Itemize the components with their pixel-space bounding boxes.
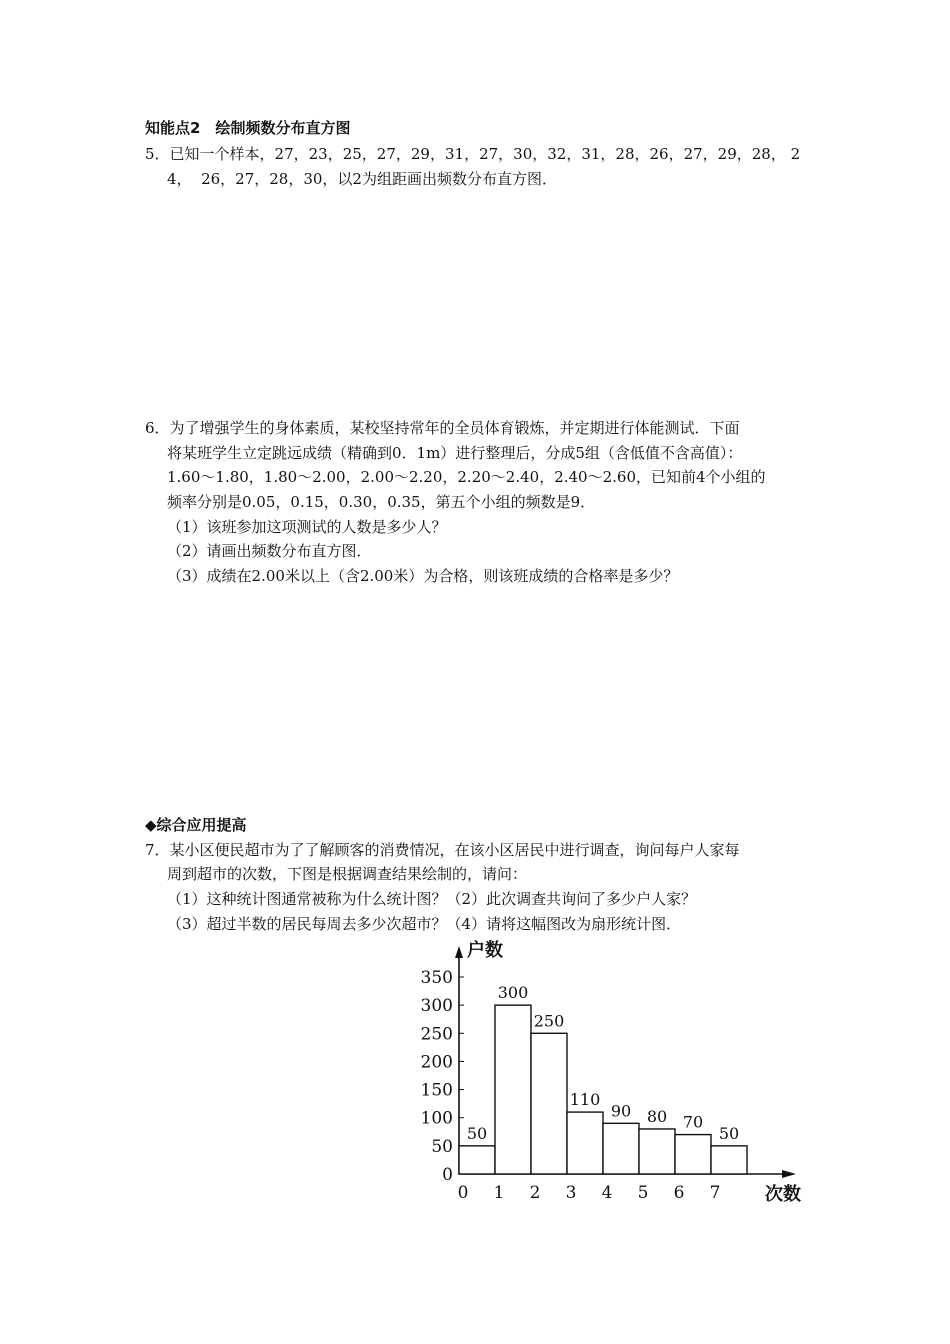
q7-sub12: （1）这种统计图通常被称为什么统计图？（2）此次调查共询问了多少户人家？ bbox=[167, 890, 697, 908]
q6-line1: 6．为了增强学生的身体素质，某校坚持常年的全员体育锻炼，并定期进行体能测试．下面 bbox=[145, 419, 740, 437]
y-tick-label: 150 bbox=[420, 1080, 453, 1101]
x-tick-label: 0 bbox=[457, 1183, 469, 1203]
data-label: 90 bbox=[610, 1101, 632, 1121]
data-label: 50 bbox=[718, 1123, 740, 1143]
x-tick-label: 3 bbox=[565, 1183, 577, 1203]
q6-sub2: （2）请画出频数分布直方图． bbox=[167, 542, 372, 560]
data-label: 250 bbox=[533, 1011, 565, 1031]
x-tick-label: 1 bbox=[493, 1183, 505, 1203]
y-axis-arrow bbox=[455, 946, 463, 958]
bar-3 bbox=[567, 1112, 603, 1174]
q5-line2: 4， 26，27，28，30，以2为组距画出频数分布直方图． bbox=[167, 170, 557, 188]
x-tick-label: 4 bbox=[601, 1183, 613, 1203]
data-label: 300 bbox=[497, 983, 529, 1003]
q7-line2: 周到超市的次数，下图是根据调查结果绘制的，请问： bbox=[167, 865, 528, 883]
bar-0 bbox=[459, 1146, 495, 1174]
x-tick-label: 2 bbox=[529, 1183, 541, 1203]
y-tick-label: 300 bbox=[420, 996, 453, 1017]
q6-sub3: （3）成绩在2.00米以上（含2.00米）为合格，则该班成绩的合格率是多少？ bbox=[167, 567, 679, 585]
data-label: 80 bbox=[646, 1106, 668, 1126]
histogram-chart bbox=[410, 938, 820, 1208]
y-tick-label: 250 bbox=[420, 1024, 453, 1045]
bar-7 bbox=[711, 1146, 747, 1174]
data-label: 70 bbox=[682, 1112, 704, 1132]
data-label: 50 bbox=[466, 1123, 488, 1143]
y-tick-label: 0 bbox=[442, 1165, 453, 1185]
q6-line3: 1.60～1.80，1.80～2.00，2.00～2.20，2.20～2.40，2.40～2.60，已知前4个小组的 bbox=[167, 468, 766, 486]
y-tick-label: 100 bbox=[420, 1108, 453, 1129]
bar-6 bbox=[675, 1135, 711, 1174]
section2-heading: 知能点2 绘制频数分布直方图 bbox=[145, 119, 351, 137]
x-axis-title: 次数 bbox=[765, 1184, 801, 1205]
q6-sub1: （1）该班参加这项测试的人数是多少人？ bbox=[167, 518, 447, 536]
y-axis-title: 户数 bbox=[467, 940, 503, 961]
q6-line4: 频率分别是0.05，0.15，0.30，0.35，第五个小组的频数是9． bbox=[167, 493, 596, 511]
bar-1 bbox=[495, 1005, 531, 1174]
x-axis-arrow bbox=[782, 1170, 796, 1178]
q6-line2: 将某班学生立定跳远成绩（精确到0．1m）进行整理后，分成5组（含低值不含高值）： bbox=[167, 444, 743, 462]
y-tick-label: 200 bbox=[420, 1052, 453, 1073]
bar-2 bbox=[531, 1033, 567, 1174]
y-tick-label: 350 bbox=[420, 968, 453, 988]
y-tick-label: 50 bbox=[431, 1136, 453, 1157]
bar-5 bbox=[639, 1129, 675, 1174]
q7-line1: 7．某小区便民超市为了了解顾客的消费情况，在该小区居民中进行调查，询问每户人家每 bbox=[145, 841, 740, 859]
q7-sub34: （3）超过半数的居民每周去多少次超市？（4）请将这幅图改为扇形统计图． bbox=[167, 915, 682, 933]
q5-line1: 5．已知一个样本，27，23，25，27，29，31，27，30，32，31，28，26，27，29，28， 2 bbox=[145, 145, 801, 163]
x-tick-label: 5 bbox=[637, 1183, 649, 1203]
x-tick-label: 6 bbox=[673, 1183, 685, 1203]
section3-heading: ◆综合应用提高 bbox=[145, 816, 247, 834]
data-label: 110 bbox=[569, 1090, 601, 1110]
bar-4 bbox=[603, 1123, 639, 1174]
x-tick-label: 7 bbox=[709, 1183, 721, 1203]
